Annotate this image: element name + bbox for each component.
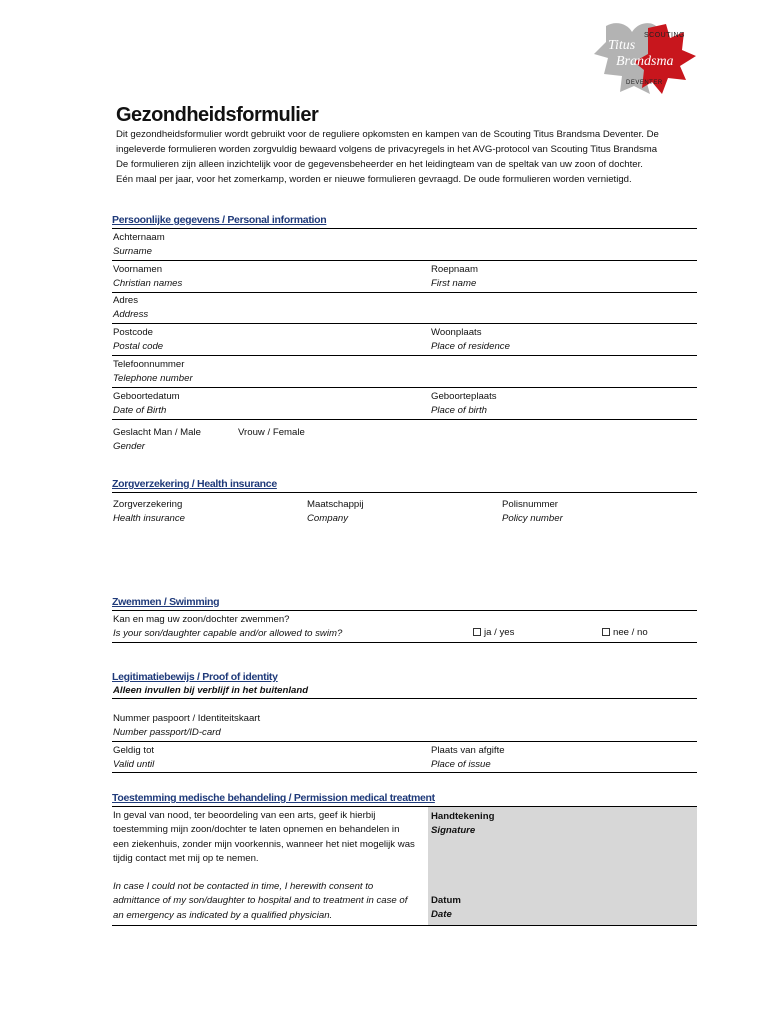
- divider: [112, 323, 697, 324]
- postal-code-label: Postcode: [113, 327, 154, 338]
- passport-label: Nummer paspoort / Identiteitskaart: [113, 713, 261, 724]
- divider: [112, 260, 697, 261]
- logo-brandsma-text: Brandsma: [616, 54, 674, 69]
- consent-line: In case I could not be contacted in time, I herewith consent to: [113, 881, 374, 892]
- place-of-issue-label-en: Place of issue: [431, 759, 491, 770]
- gender-male-option[interactable]: [113, 426, 201, 454]
- intro-line: De formulieren zijn alleen inzichtelijk voor de gegevensbeheerder en het leidingteam van de speltak van uw zoon of dochter.: [116, 159, 643, 170]
- date-label-en: Date: [431, 909, 452, 920]
- divider: [112, 741, 697, 742]
- signature-label: Handtekening: [431, 811, 495, 822]
- gender-female-label: Vrouw / Female: [238, 427, 305, 438]
- page-title: Gezondheidsformulier: [116, 104, 319, 126]
- intro-line: ingeleverde formulieren worden zorgvuldig bewaard volgens de privacyregels in het AVG-protocol van Scouting Titus Brandsma: [116, 144, 658, 155]
- swimming-question-en: Is your son/daughter capable and/or allowed to swim?: [113, 628, 343, 639]
- place-of-birth-field[interactable]: [431, 390, 497, 418]
- pob-label: Geboorteplaats: [431, 391, 497, 402]
- company-label-en: Company: [307, 513, 349, 524]
- divider: [112, 492, 697, 493]
- swim-no-label: nee / no: [613, 627, 648, 638]
- divider: [112, 925, 697, 926]
- divider: [112, 387, 697, 388]
- health-insurance-label: Zorgverzekering: [113, 499, 183, 510]
- valid-until-field[interactable]: [113, 744, 154, 772]
- address-label-en: Address: [113, 309, 149, 320]
- christian-names-field[interactable]: [113, 263, 182, 291]
- section-heading-swimming: Zwemmen / Swimming: [112, 596, 220, 608]
- swim-no-checkbox[interactable]: [602, 626, 648, 640]
- consent-text-nl: [113, 809, 425, 866]
- health-insurance-field[interactable]: [113, 498, 185, 526]
- divider: [112, 642, 697, 643]
- section-heading-insurance: Zorgverzekering / Health insurance: [112, 478, 277, 490]
- identity-note: Alleen invullen bij verblijf in het buitenland: [113, 685, 309, 696]
- company-field[interactable]: [307, 498, 364, 526]
- section-heading-identity: Legitimatiebewijs / Proof of identity: [112, 671, 278, 683]
- postal-code-field[interactable]: [113, 326, 163, 354]
- christian-names-label-en: Christian names: [113, 278, 183, 289]
- swimming-question: [113, 613, 342, 641]
- christian-names-label: Voornamen: [113, 264, 163, 275]
- divider: [112, 772, 697, 773]
- company-label: Maatschappij: [307, 499, 364, 510]
- consent-text-en: [113, 880, 425, 923]
- consent-line: tijdig contact met mij op te nemen.: [113, 852, 259, 864]
- surname-label-en: Surname: [113, 246, 152, 257]
- signature-label-en: Signature: [431, 825, 476, 836]
- logo-deventer-text: DEVENTER: [626, 80, 663, 86]
- logo-scouting-text: SCOUTING: [644, 32, 685, 39]
- policy-number-label: Polisnummer: [502, 499, 558, 510]
- health-insurance-label-en: Health insurance: [113, 513, 185, 524]
- checkbox-icon: [602, 628, 610, 636]
- gender-label-en: Gender: [113, 441, 145, 452]
- policy-number-label-en: Policy number: [502, 513, 563, 524]
- intro-line: Eén maal per jaar, voor het zomerkamp, worden er nieuwe formulieren gevraagd. De oude formulieren worden vernietigd.: [116, 174, 632, 185]
- phone-label-en: Telephone number: [113, 373, 193, 384]
- divider: [112, 292, 697, 293]
- consent-line: an emergency as indicated by a qualified physician.: [113, 909, 333, 921]
- swim-yes-checkbox[interactable]: [473, 626, 514, 640]
- postal-code-label-en: Postal code: [113, 341, 164, 352]
- section-heading-medical: Toestemming medische behandeling / Permission medical treatment: [112, 792, 435, 804]
- swimming-question-nl: Kan en mag uw zoon/dochter zwemmen?: [113, 614, 290, 625]
- divider: [112, 698, 697, 699]
- checkbox-icon: [473, 628, 481, 636]
- intro-line: Dit gezondheidsformulier wordt gebruikt voor de reguliere opkomsten en kampen van de Scouting Titus Brandsma Deventer. De: [116, 129, 659, 140]
- place-of-issue-field[interactable]: [431, 744, 505, 772]
- address-label: Adres: [113, 295, 139, 306]
- surname-field[interactable]: [113, 231, 165, 259]
- logo-titus-text: Titus: [608, 38, 636, 53]
- divider: [112, 610, 697, 611]
- surname-label: Achternaam: [113, 232, 165, 243]
- section-heading-personal: Persoonlijke gegevens / Personal information: [112, 214, 327, 226]
- consent-line: een ziekenhuis, zonder mijn voorkennis, wanneer het niet mogelijk was: [113, 838, 415, 850]
- pob-label-en: Place of birth: [431, 405, 487, 416]
- date-field[interactable]: [431, 894, 461, 922]
- scouting-logo: [586, 18, 698, 98]
- dob-label-en: Date of Birth: [113, 405, 167, 416]
- gender-female-option[interactable]: [238, 426, 305, 440]
- phone-label: Telefoonnummer: [113, 359, 185, 370]
- consent-line: In geval van nood, ter beoordeling van een arts, geef ik hierbij: [113, 810, 376, 821]
- divider: [112, 419, 697, 420]
- valid-until-label-en: Valid until: [113, 759, 155, 770]
- first-name-label-en: First name: [431, 278, 477, 289]
- date-of-birth-field[interactable]: [113, 390, 180, 418]
- policy-number-field[interactable]: [502, 498, 563, 526]
- date-label: Datum: [431, 895, 461, 906]
- dob-label: Geboortedatum: [113, 391, 180, 402]
- residence-label-en: Place of residence: [431, 341, 510, 352]
- intro-text: [116, 127, 676, 187]
- address-field[interactable]: [113, 294, 148, 322]
- first-name-field[interactable]: [431, 263, 478, 291]
- divider: [112, 228, 697, 229]
- gender-male-label: Geslacht Man / Male: [113, 427, 201, 438]
- valid-until-label: Geldig tot: [113, 745, 155, 756]
- passport-label-en: Number passport/ID-card: [113, 727, 221, 738]
- residence-field[interactable]: [431, 326, 510, 354]
- consent-line: admittance of my son/daughter to hospital and to treatment in case of: [113, 895, 408, 907]
- first-name-label: Roepnaam: [431, 264, 478, 275]
- passport-number-field[interactable]: [113, 712, 260, 740]
- residence-label: Woonplaats: [431, 327, 482, 338]
- divider: [112, 355, 697, 356]
- consent-line: toestemming mijn zoon/dochter te laten opnemen en behandelen in: [113, 824, 400, 836]
- signature-field[interactable]: [431, 810, 494, 838]
- place-of-issue-label: Plaats van afgifte: [431, 745, 505, 756]
- swim-yes-label: ja / yes: [484, 627, 515, 638]
- phone-field[interactable]: [113, 358, 193, 386]
